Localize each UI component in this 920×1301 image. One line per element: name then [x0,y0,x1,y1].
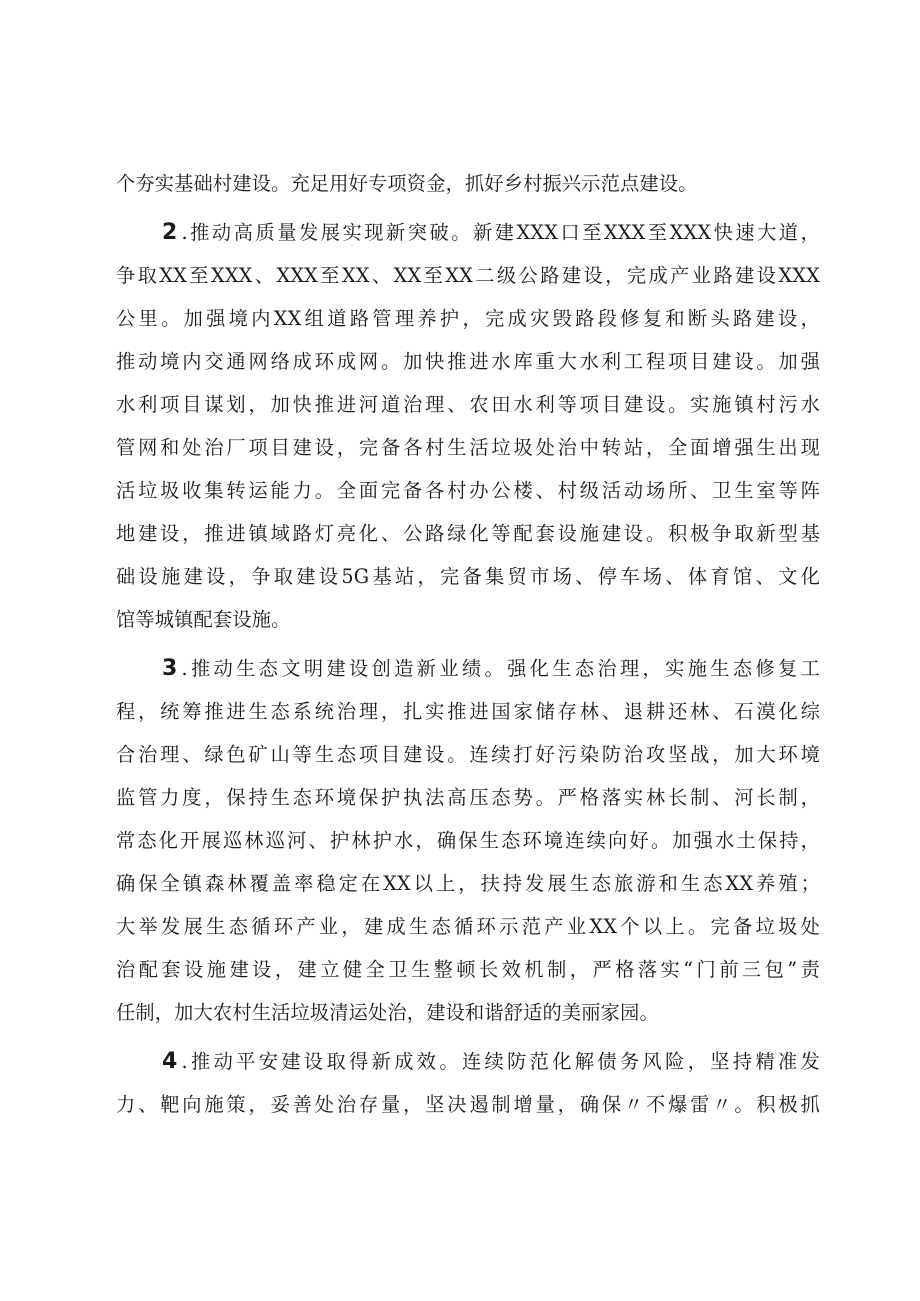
paragraph-line: 大举发展生态循环产业，建成生态循环示范产业XX个以上。完备垃圾处 [116,915,820,938]
paragraph-line: 常态化开展巡林巡河、护林护水，确保生态环境连续向好。加强水土保持， [116,829,820,852]
paragraph-text: .推动生态文明建设创造新业绩。强化生态治理，实施生态修复工 [181,657,820,680]
section-3-heading-line [162,649,820,689]
paragraph-line: 合治理、绿色矿山等生态项目建设。连续打好污染防治攻坚战，加大环境 [116,743,820,766]
paragraph-line: 馆等城镇配套设施。 [116,608,291,631]
section-number: 4 [162,1049,178,1074]
section-2-heading-line [162,213,820,253]
paragraph-line: 任制，加大农村生活垃圾清运处治，建设和谐舒适的美丽家园。 [116,1001,659,1024]
section-number: 2 [162,220,178,245]
paragraph-line: 础设施建设，争取建设5G基站，完备集贸市场、停车场、体育馆、文化 [116,565,820,588]
paragraph-line: 力、靶向施策，妥善处治存量，坚决遏制增量，确保〃不爆雷〃。积极抓 [116,1093,820,1116]
paragraph-line: 治配套设施建设，建立健全卫生整顿长效机制，严格落实“门前三包”责 [116,958,820,981]
paragraph-line: 管网和处治厂项目建设，完备各村生活垃圾处治中转站，全面增强生出现 [116,436,820,459]
section-4-heading-line [162,1042,820,1082]
paragraph-line: 地建设，推进镇域路灯亮化、公路绿化等配套设施建设。积极争取新型基 [116,522,820,545]
paragraph-line: 水利项目谋划，加快推进河道治理、农田水利等项目建设。实施镇村污水 [116,393,820,416]
paragraph-line: 确保全镇森林覆盖率稳定在XX以上，扶持发展生态旅游和生态XX养殖； [116,872,820,895]
paragraph-line: 活垃圾收集转运能力。全面完备各村办公楼、村级活动场所、卫生室等阵 [116,479,820,502]
paragraph-line: 监管力度，保持生态环境保护执法高压态势。严格落实林长制、河长制， [116,786,820,809]
paragraph-text: .推动平安建设取得新成效。连续防范化解债务风险，坚持精准发 [181,1050,820,1073]
section-number: 3 [162,656,178,681]
paragraph-line: 争取XX至XXX、XXX至XX、XX至XX二级公路建设，完成产业路建设XXX [116,264,820,287]
paragraph-line: 推动境内交通网络成环成网。加快推进水库重大水利工程项目建设。加强 [116,350,820,373]
paragraph-text: .推动高质量发展实现新突破。新建XXX口至XXX至XXX快速大道， [181,221,820,244]
paragraph-line: 程，统筹推进生态系统治理，扎实推进国家储存林、退耕还林、石漠化综 [116,700,820,723]
paragraph-line: 公里。加强境内XX组道路管理养护，完成灾毁路段修复和断头路建设， [116,307,820,330]
paragraph-line: 个夯实基础村建设。充足用好专项资金，抓好乡村振兴示范点建设。 [116,172,698,195]
